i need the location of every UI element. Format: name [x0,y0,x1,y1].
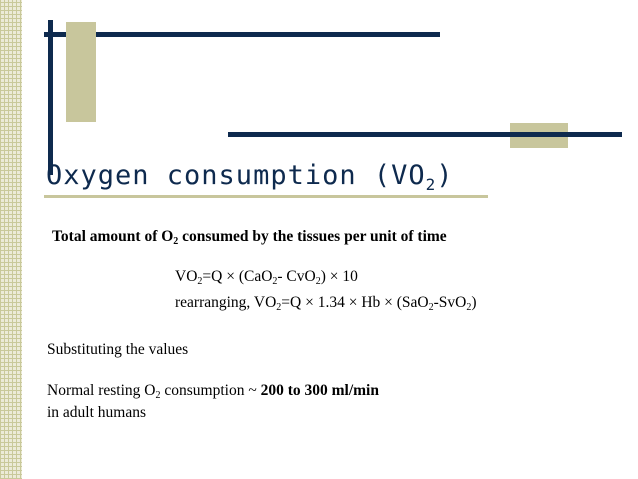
equation-2: rearranging, $VO_2=Q \times 1.34 \times Hb \times (SaO_2-SvO_2)$ [175,294,477,313]
slide-title: Oxygen consumption $(VO_2)$ [46,160,454,194]
middle-rule [228,132,622,137]
top-rule [44,32,440,37]
substituting-text: Substituting the values [47,341,189,358]
adult-humans-text: in adult humans [47,404,147,421]
equation-1: $VO_2=Q \times (CaO_2-$ CvO$_2$) × 10 [175,268,358,287]
vertical-rule [48,20,53,175]
normal-consumption: Normal resting $O_2$ consumption ~ 200 to 300 ml/min [47,382,379,401]
decorative-stripe [0,0,22,479]
top-square [66,22,96,122]
title-underline [44,195,488,198]
definition-text: Total amount of $O_2$ consumed by the tissues per unit of time [52,228,447,247]
